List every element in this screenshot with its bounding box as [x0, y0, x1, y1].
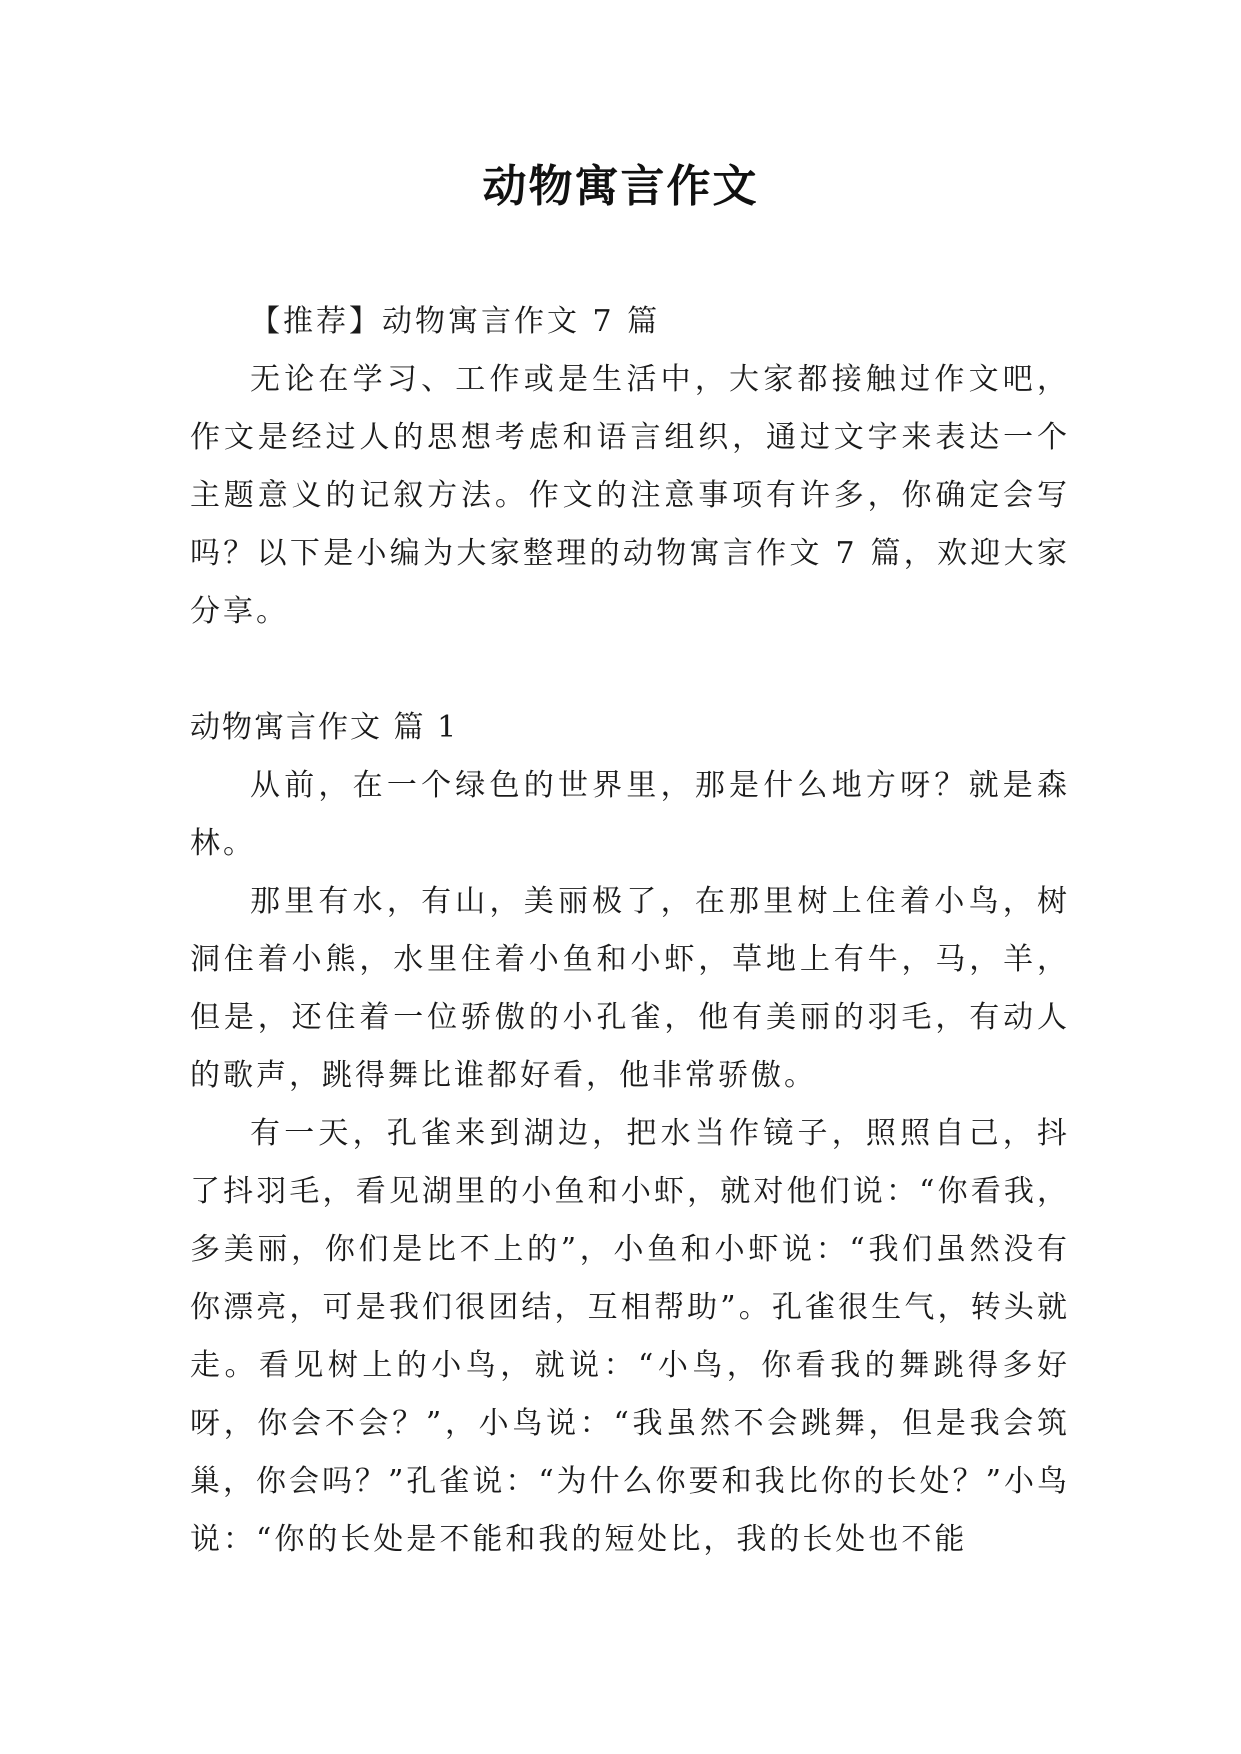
section-heading: 动物寓言作文 篇 1: [190, 710, 459, 745]
body-paragraph: 从前，在一个绿色的世界里，那是什么地方呀？就是森林。: [190, 768, 1070, 861]
document-title: 动物寓言作文: [482, 161, 759, 212]
section-spacer: [190, 641, 1070, 699]
intro-heading: 【推荐】动物寓言作文 7 篇: [250, 304, 661, 339]
body-paragraph: 有一天，孔雀来到湖边，把水当作镜子，照照自己，抖了抖羽毛，看见湖里的小鱼和小虾，就对他们说：“你看我，多美丽，你们是比不上的”，小鱼和小虾说：“我们虽然没有你漂亮，可是我们很团结，互相帮助”。孔雀很生气，转头就走。看见树上的小鸟，就说：“小鸟，你看我的舞跳得多好呀，你会不会？”，小鸟说：“我虽然不会跳舞，但是我会筑巢，你会吗？”孔雀说：“为什么你要和我比你的长处？”小鸟说：“你的长处是不能和我的短处比，我的长处也不能: [190, 1116, 1071, 1557]
intro-paragraph: 无论在学习、工作或是生活中，大家都接触过作文吧，作文是经过人的思想考虑和语言组织，通过文字来表达一个主题意义的记叙方法。作文的注意事项有许多，你确定会写吗？以下是小编为大家整理的动物寓言作文 7 篇，欢迎大家分享。: [190, 362, 1070, 629]
document-body: [190, 293, 1070, 1569]
body-paragraph: 那里有水，有山，美丽极了，在那里树上住着小鸟，树洞住着小熊，水里住着小鱼和小虾，草地上有牛，马，羊，但是，还住着一位骄傲的小孔雀，他有美丽的羽毛，有动人的歌声，跳得舞比谁都好看，他非常骄傲。: [190, 884, 1070, 1093]
